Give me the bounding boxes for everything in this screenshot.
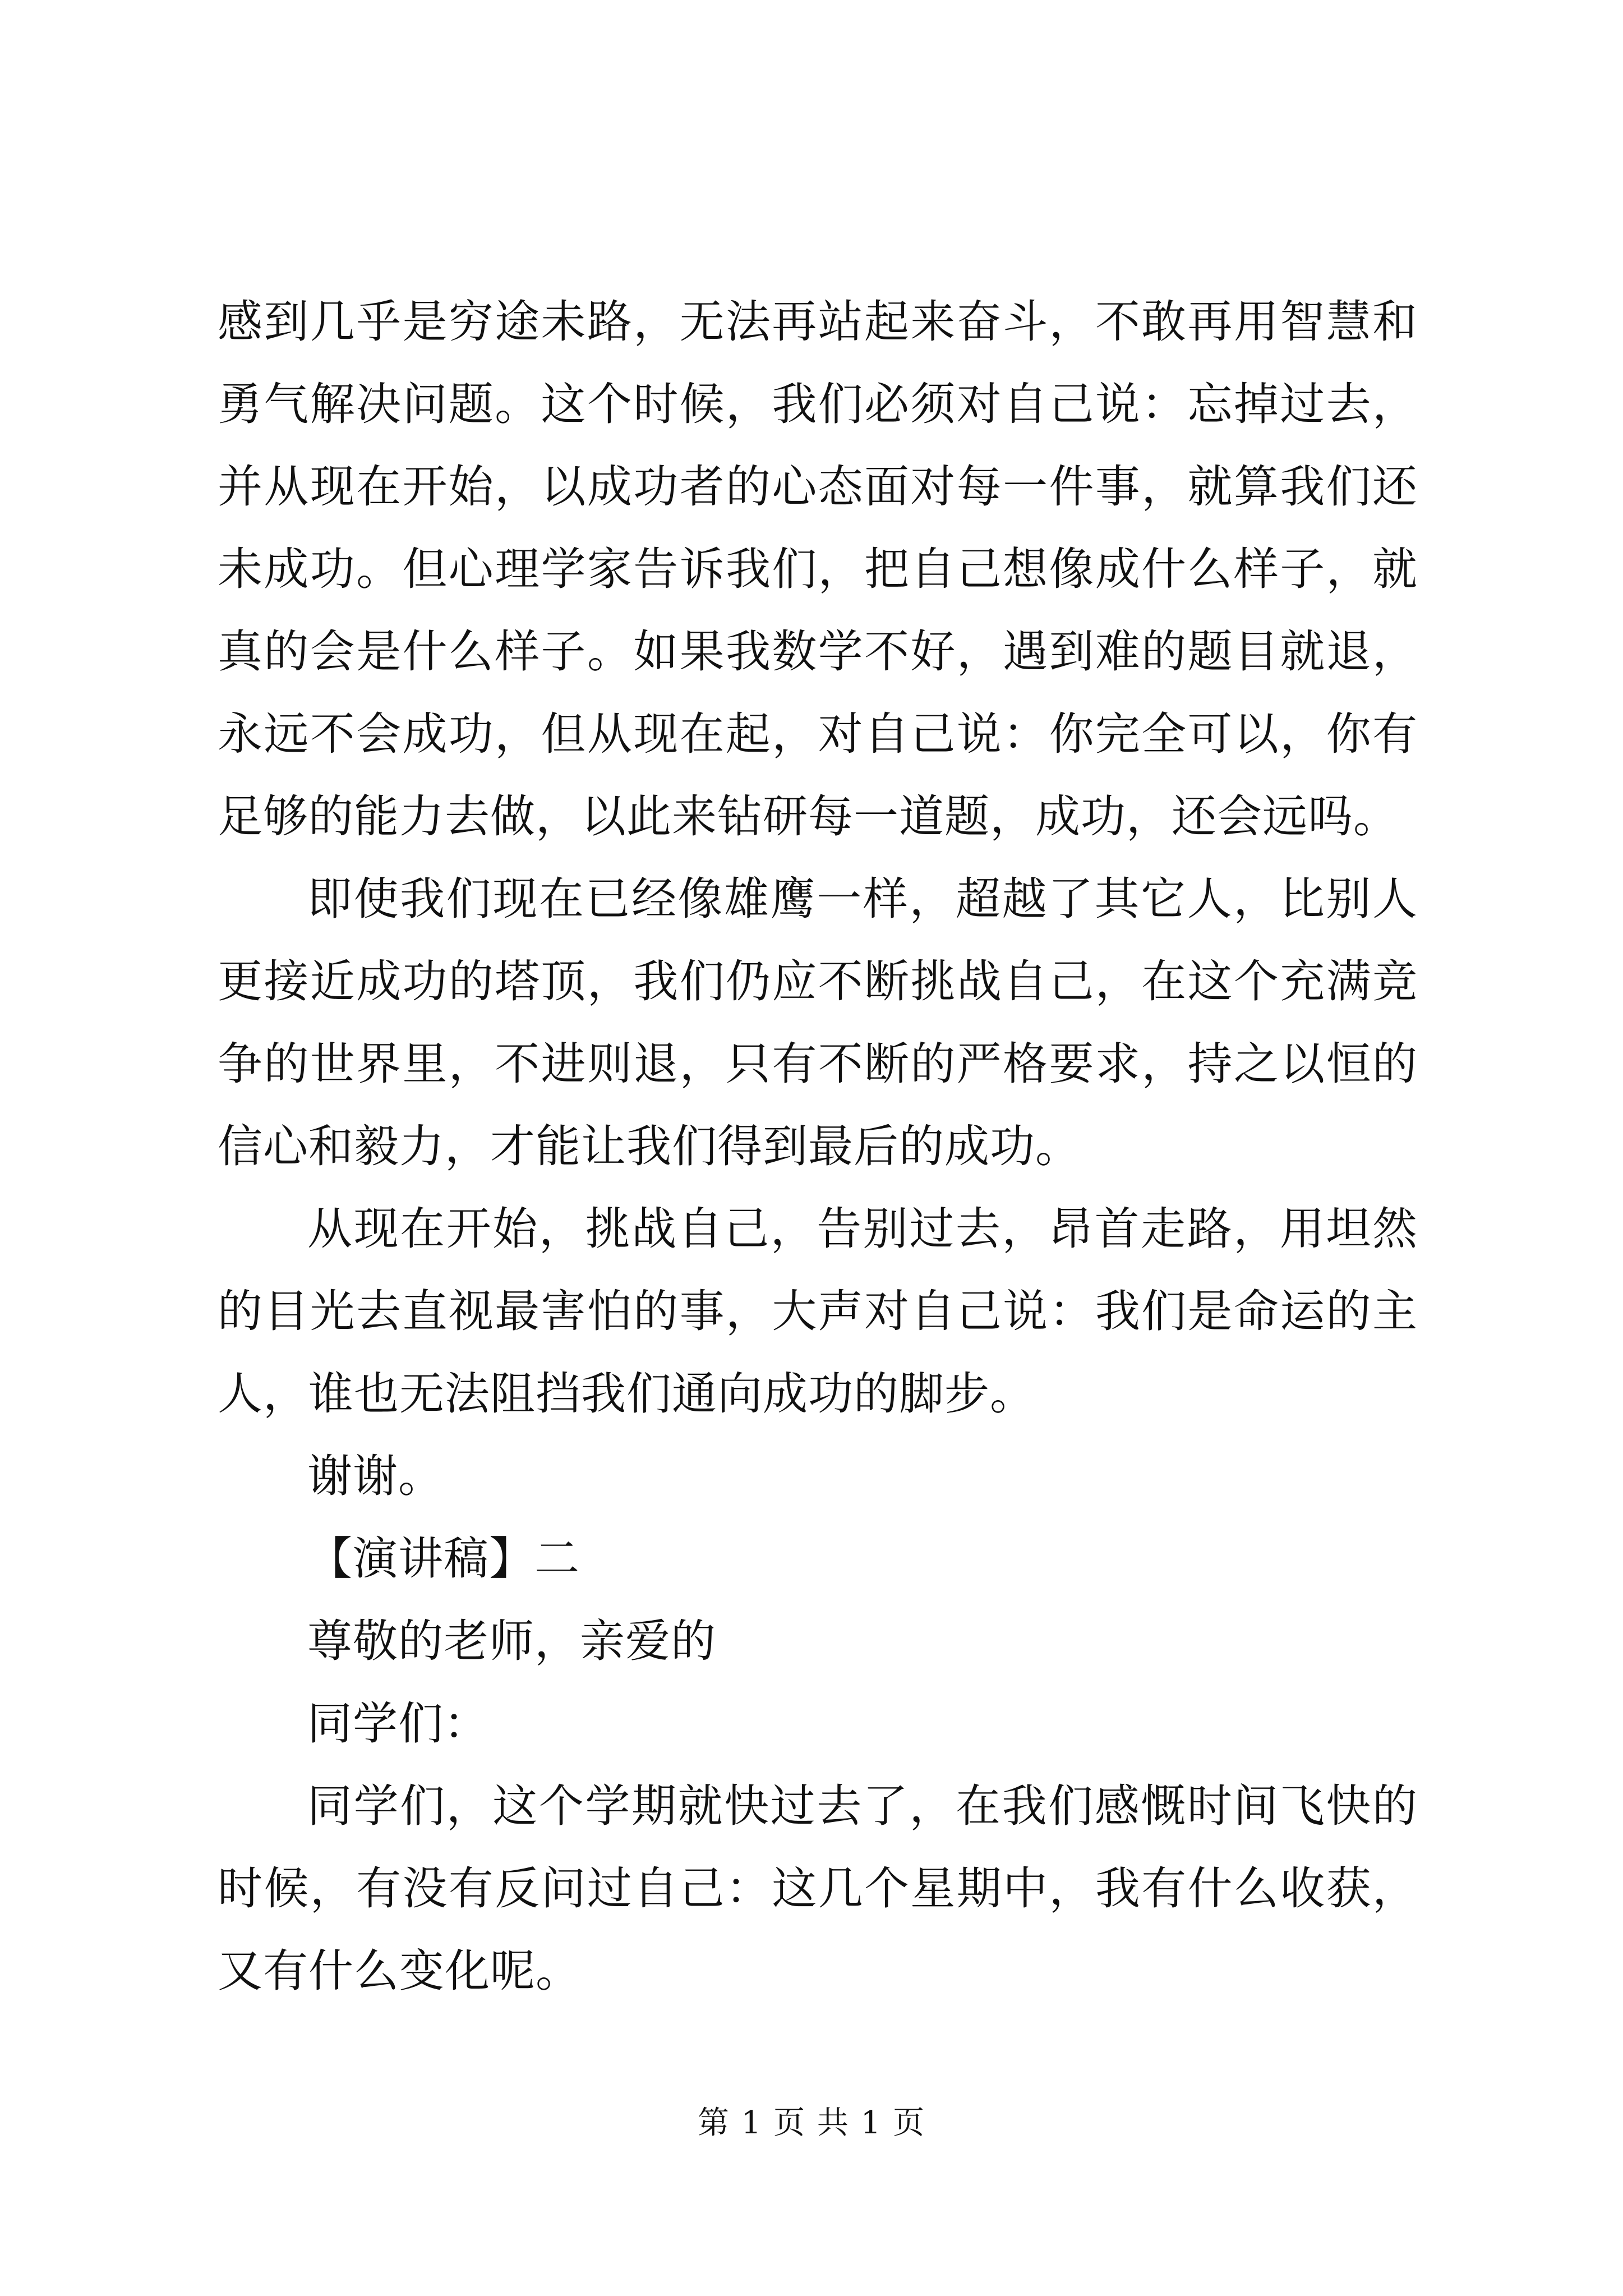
paragraph-semester: 同学们，这个学期就快过去了，在我们感慨时间飞快的时候，有没有反问过自己：这几个星期中，我有什么收获，又有什么变化呢。: [218, 1780, 1418, 1997]
salutation-line: 尊敬的老师，亲爱的: [307, 1615, 716, 1667]
paragraph-eagle: 即使我们现在已经像雄鹰一样，超越了其它人，比别人更接近成功的塔顶，我们仍应不断挑战自己，在这个充满竞争的世界里，不进则退，只有不断的严格要求，持之以恒的信心和毅力，才能让我们得到最后的成功。: [218, 873, 1418, 1172]
paragraph-continuation: 感到几乎是穷途未路，无法再站起来奋斗，不敢再用智慧和勇气解决问题。这个时候，我们必须对自己说：忘掉过去，并从现在开始，以成功者的心态面对每一件事，就算我们还未成功。但心理学家告诉我们，把自己想像成什么样子，就真的会是什么样子。如果我数学不好，遇到难的题目就退，永远不会成功，但从现在起，对自己说：你完全可以，你有足够的能力去做，以此来钻研每一道题，成功，还会远吗。: [218, 296, 1418, 843]
speech-heading: 【演讲稿】二: [307, 1533, 580, 1585]
paragraph-challenge: 从现在开始，挑战自己，告别过去，昂首走路，用坦然的目光去直视最害怕的事，大声对自己说：我们是命运的主人，谁也无法阻挡我们通向成功的脚步。: [218, 1203, 1418, 1420]
salutation-classmates: 同学们：: [307, 1697, 489, 1750]
paragraph-thanks: 谢谢。: [307, 1450, 444, 1502]
page-footer: 第 1 页 共 1 页: [697, 2105, 926, 2141]
document-body: [218, 280, 1418, 2012]
